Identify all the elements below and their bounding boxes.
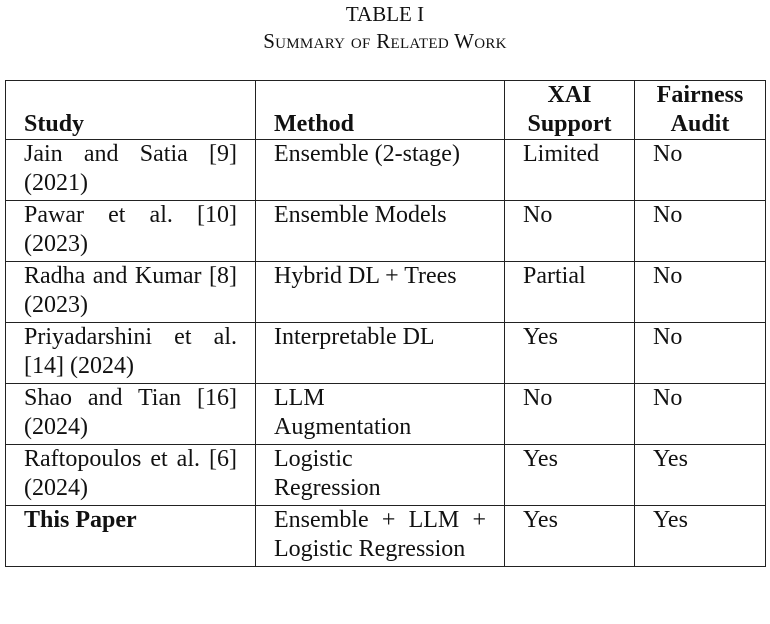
xai-cell: Limited bbox=[505, 140, 635, 201]
fairness-cell: No bbox=[635, 201, 766, 262]
study-cell: Priyadarshini et al. [14] (2024) bbox=[6, 323, 256, 384]
study-cell: This Paper bbox=[6, 506, 256, 567]
xai-cell: Yes bbox=[505, 323, 635, 384]
method-cell: Logistic Regression bbox=[256, 445, 505, 506]
fairness-cell: Yes bbox=[635, 506, 766, 567]
xai-cell: No bbox=[505, 384, 635, 445]
table-row bbox=[6, 323, 766, 384]
study-cell: Raftopoulos et al. [6] (2024) bbox=[6, 445, 256, 506]
table-row bbox=[6, 140, 766, 201]
study-cell: Radha and Kumar [8] (2023) bbox=[6, 262, 256, 323]
table-row bbox=[6, 201, 766, 262]
table-row bbox=[6, 262, 766, 323]
xai-cell: Yes bbox=[505, 445, 635, 506]
header-xai-support: XAI Support bbox=[505, 81, 635, 140]
related-work-table bbox=[5, 80, 766, 567]
header-method: Method bbox=[256, 81, 505, 140]
study-cell: Pawar et al. [10] (2023) bbox=[6, 201, 256, 262]
fairness-cell: No bbox=[635, 140, 766, 201]
study-cell: Jain and Satia [9] (2021) bbox=[6, 140, 256, 201]
header-fairness-audit: Fairness Audit bbox=[635, 81, 766, 140]
table-row bbox=[6, 506, 766, 567]
header-study: Study bbox=[6, 81, 256, 140]
method-cell: LLM Augmentation bbox=[256, 384, 505, 445]
header-row bbox=[6, 81, 766, 140]
study-cell: Shao and Tian [16] (2024) bbox=[6, 384, 256, 445]
table-label: TABLE I bbox=[345, 2, 425, 26]
fairness-cell: Yes bbox=[635, 445, 766, 506]
method-cell: Ensemble + LLM + Logistic Regression bbox=[256, 506, 505, 567]
xai-cell: No bbox=[505, 201, 635, 262]
method-cell: Ensemble (2-stage) bbox=[256, 140, 505, 201]
method-cell: Ensemble Models bbox=[256, 201, 505, 262]
method-cell: Hybrid DL + Trees bbox=[256, 262, 505, 323]
xai-cell: Partial bbox=[505, 262, 635, 323]
fairness-cell: No bbox=[635, 384, 766, 445]
xai-cell: Yes bbox=[505, 506, 635, 567]
table-title: Summary of Related Work bbox=[263, 29, 507, 53]
method-cell: Interpretable DL bbox=[256, 323, 505, 384]
fairness-cell: No bbox=[635, 262, 766, 323]
table-row bbox=[6, 384, 766, 445]
fairness-cell: No bbox=[635, 323, 766, 384]
table-row bbox=[6, 445, 766, 506]
